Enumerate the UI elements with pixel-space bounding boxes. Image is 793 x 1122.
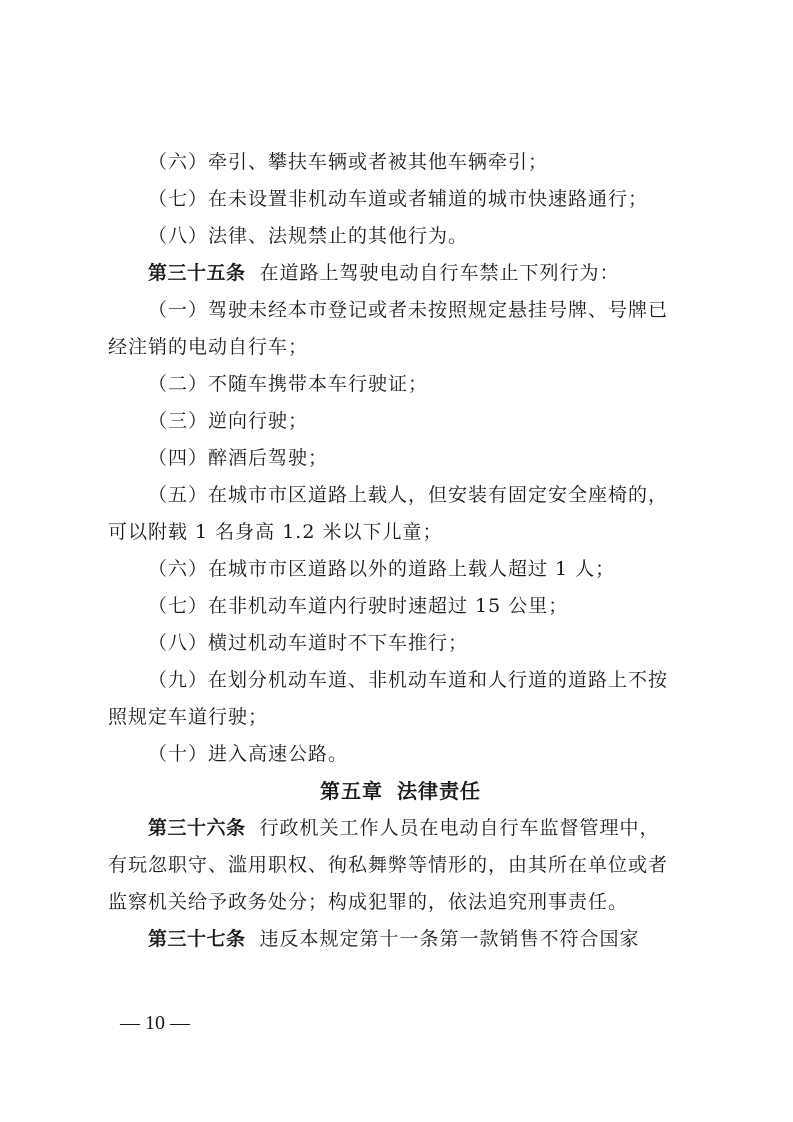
list-item-continuation: 照规定车道行驶； — [108, 706, 269, 728]
list-item: （六）牵引、攀扶车辆或者被其他车辆牵引； — [148, 151, 549, 173]
list-item: （七）在未设置非机动车道或者辅道的城市快速路通行； — [148, 188, 649, 210]
list-item: （八）法律、法规禁止的其他行为。 — [148, 225, 469, 247]
list-item: （九）在划分机动车道、非机动车道和人行道的道路上不按 — [148, 669, 669, 691]
list-item: （五）在城市市区道路上载人，但安装有固定安全座椅的， — [148, 484, 669, 506]
article-36-title: 第三十六条 — [148, 817, 246, 839]
list-item: （八）横过机动车道时不下车推行； — [148, 632, 469, 654]
chapter-title: 法律责任 — [397, 779, 481, 803]
list-item: （十）进入高速公路。 — [148, 743, 349, 765]
article-37-heading — [108, 921, 693, 958]
article-37-title: 第三十七条 — [148, 928, 246, 950]
list-item: （七）在非机动车道内行驶时速超过 15 公里； — [148, 595, 569, 617]
chapter-heading — [108, 773, 693, 810]
list-item: （六）在城市市区道路以外的道路上载人超过 1 人； — [148, 558, 616, 580]
list-item-continuation: 经注销的电动自行车； — [108, 336, 309, 358]
list-item: （四）醉酒后驾驶； — [148, 447, 329, 469]
article-36-heading — [108, 810, 693, 847]
article-37-text: 违反本规定第十一条第一款销售不符合国家 — [259, 928, 640, 950]
document-body — [108, 144, 693, 958]
page-number: — 10 — — [120, 1012, 190, 1034]
list-item-continuation: 可以附载 1 名身高 1.2 米以下儿童； — [108, 521, 443, 543]
list-item: （一）驾驶未经本市登记或者未按照规定悬挂号牌、号牌已 — [148, 299, 669, 321]
list-item: （二）不随车携带本车行驶证； — [148, 373, 429, 395]
paragraph-line: 有玩忽职守、滥用职权、徇私舞弊等情形的，由其所在单位或者 — [108, 854, 669, 876]
chapter-number: 第五章 — [320, 779, 383, 803]
article-36-text: 行政机关工作人员在电动自行车监督管理中， — [259, 817, 660, 839]
article-35-text: 在道路上驾驶电动自行车禁止下列行为： — [259, 262, 620, 284]
article-35-title: 第三十五条 — [148, 262, 246, 284]
list-item: （三）逆向行驶； — [148, 410, 309, 432]
paragraph-line: 监察机关给予政务处分；构成犯罪的，依法追究刑事责任。 — [108, 891, 629, 913]
article-35-heading — [108, 255, 693, 292]
